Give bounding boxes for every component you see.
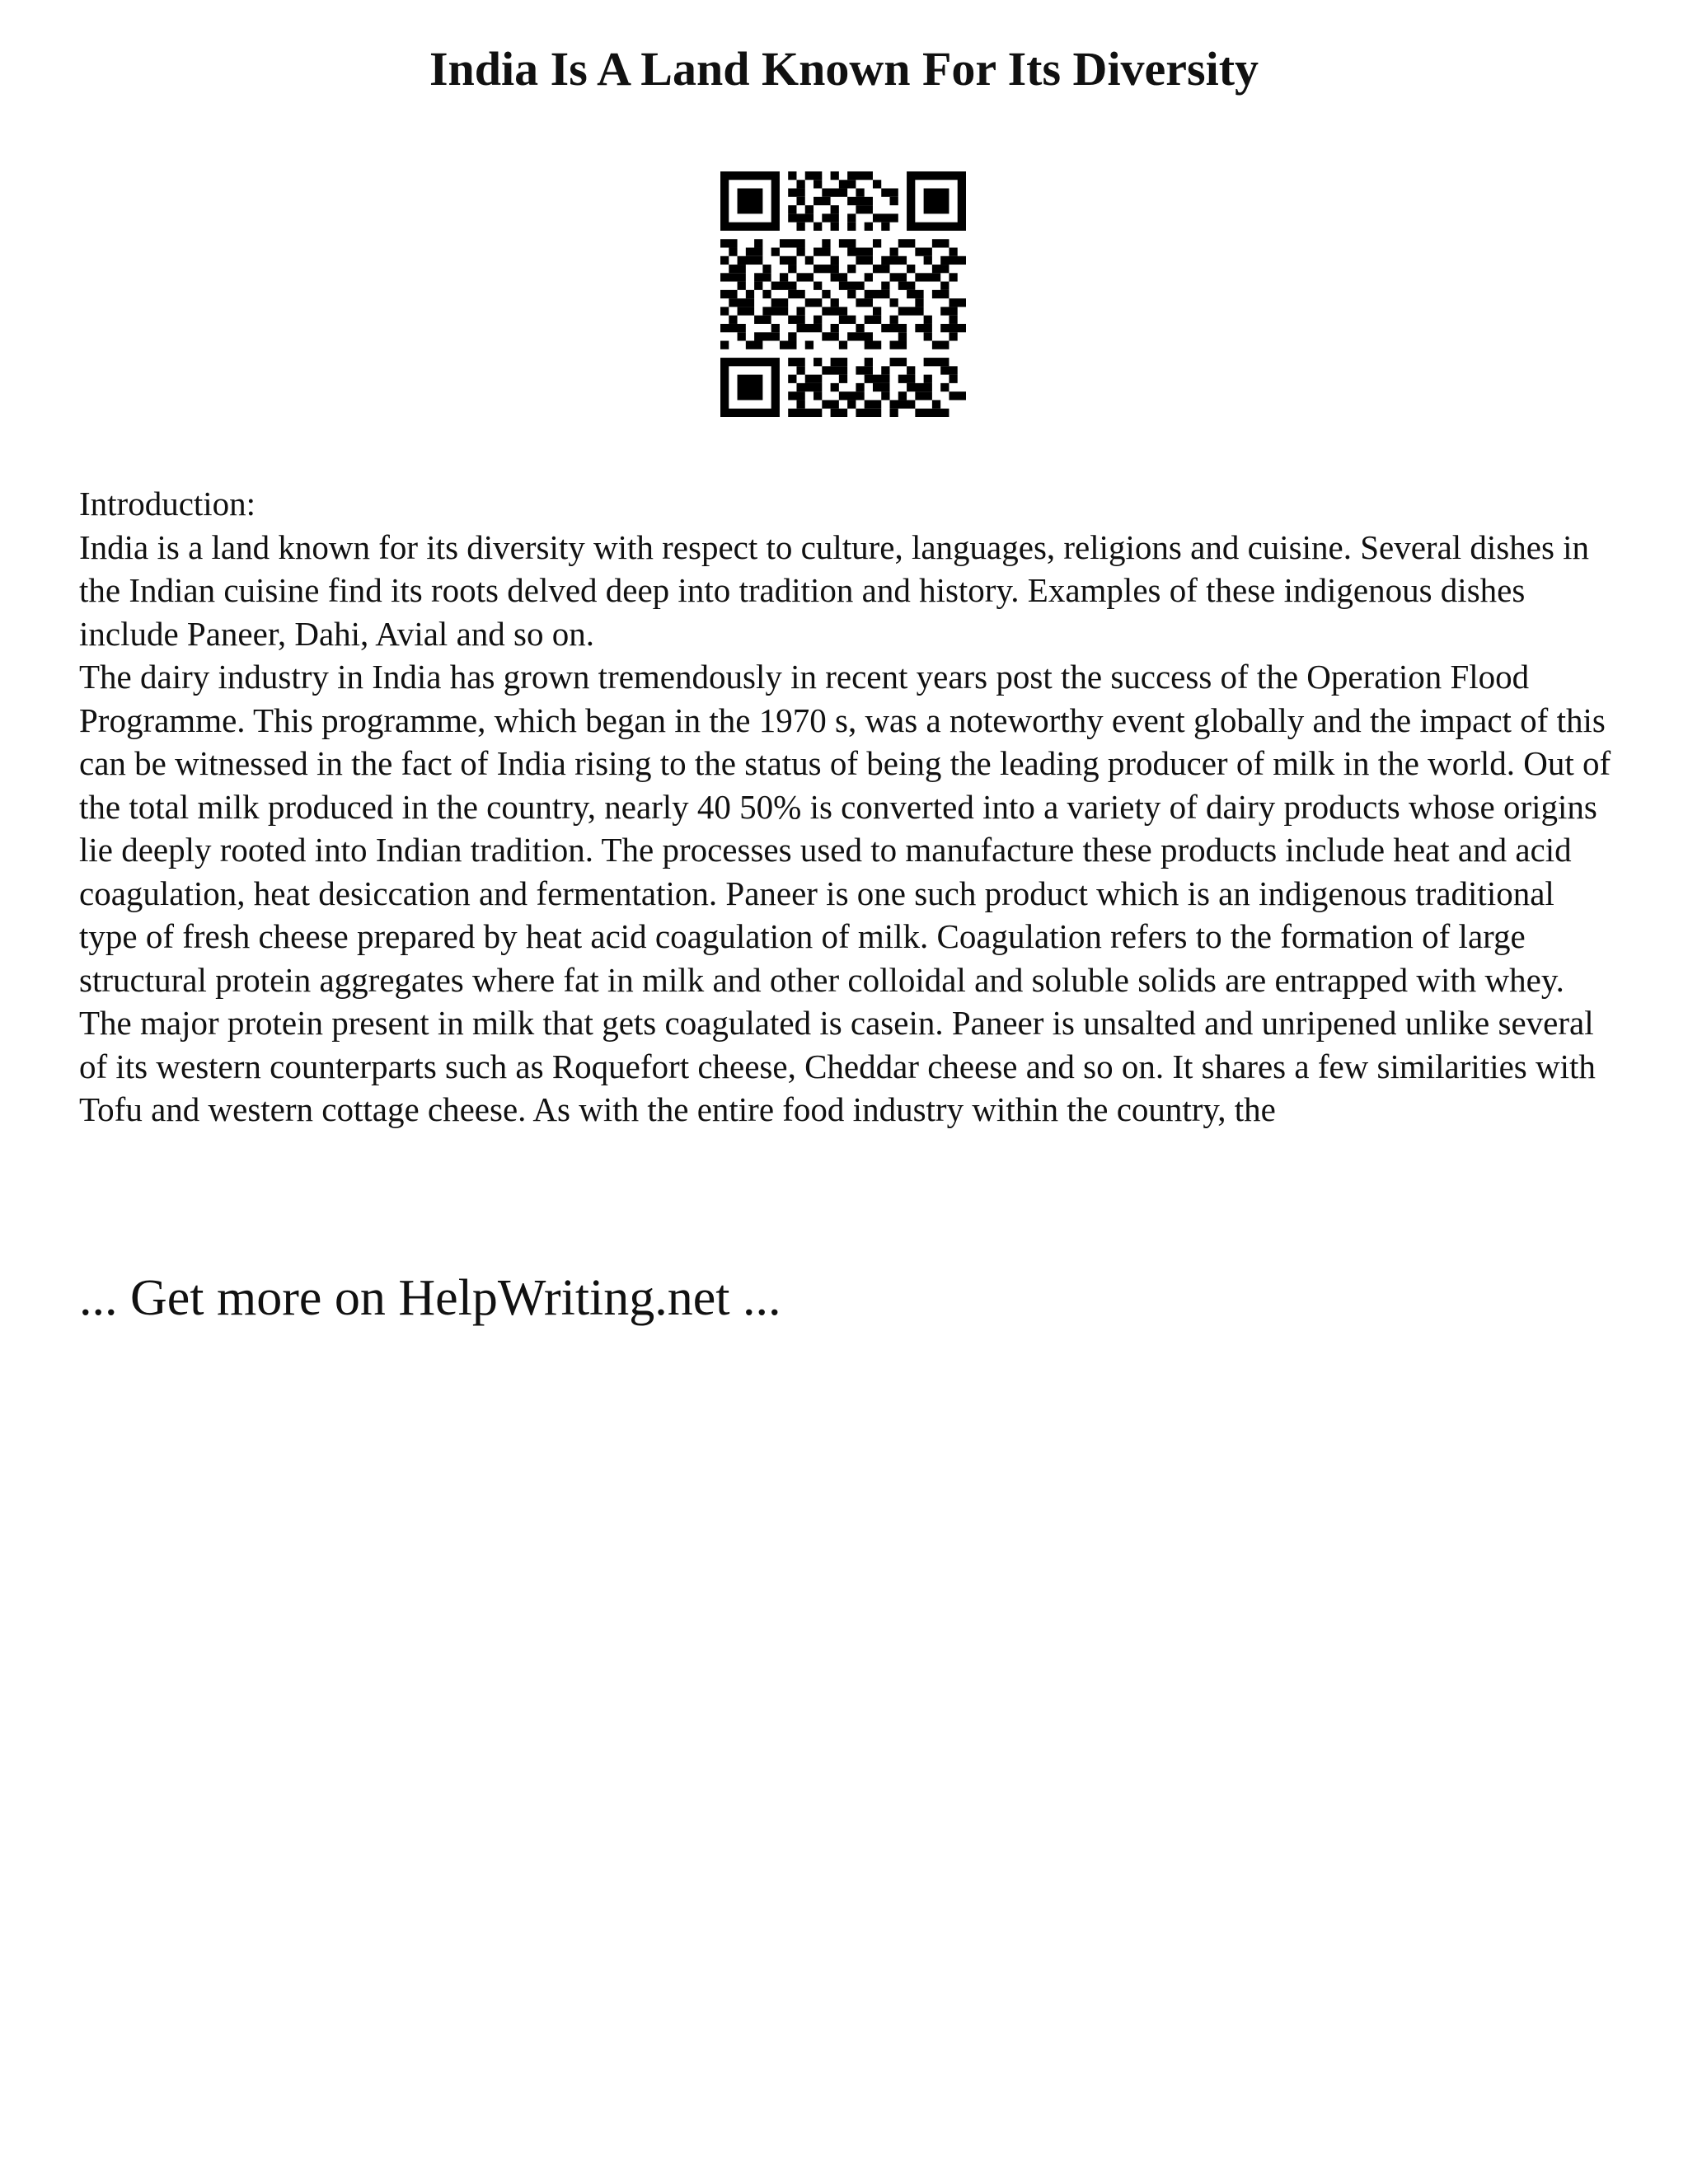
qr-code-graphic xyxy=(720,171,966,417)
paragraph-1: India is a land known for its diversity with respect to culture, languages, religions and cuisine. Several dishes in the Indian cuisine find its roots delved deep into tradition and history. Examples of these indigenous dishes include Paneer, Dahi, Avial and so on. xyxy=(79,527,1590,653)
qr-code-icon xyxy=(720,171,966,417)
page-title: India Is A Land Known For Its Diversity xyxy=(429,42,1259,96)
article-body xyxy=(79,482,1612,1132)
intro-heading: Introduction: xyxy=(79,485,256,523)
get-more-link[interactable]: ... Get more on HelpWriting.net ... xyxy=(79,1270,781,1326)
paragraph-2: The dairy industry in India has grown tremendously in recent years post the success of the Operation Flood Programme. This programme, which began in the 1970 s, was a noteworthy event globally and the impact of this can be witnessed in the fact of India rising to the status of being the leading producer of milk in the world. Out of the total milk produced in the country, nearly 40 50% is converted into a variety of dairy products whose origins lie deeply rooted into Indian tradition. The processes used to manufacture these products include heat and acid coagulation, heat desiccation and fermentation. Paneer is one such product which is an indigenous traditional type of fresh cheese prepared by heat acid coagulation of milk. Coagulation refers to the formation of large structural protein aggregates where fat in milk and other colloidal and soluble solids are entrapped with whey. The major protein present in milk that gets coagulated is casein. Paneer is unsalted and unripened unlike several of its western counterparts such as Roquefort cheese, Cheddar cheese and so on. It shares a few similarities with Tofu and western cottage cheese. As with the entire food industry within the country, the xyxy=(79,658,1611,1128)
